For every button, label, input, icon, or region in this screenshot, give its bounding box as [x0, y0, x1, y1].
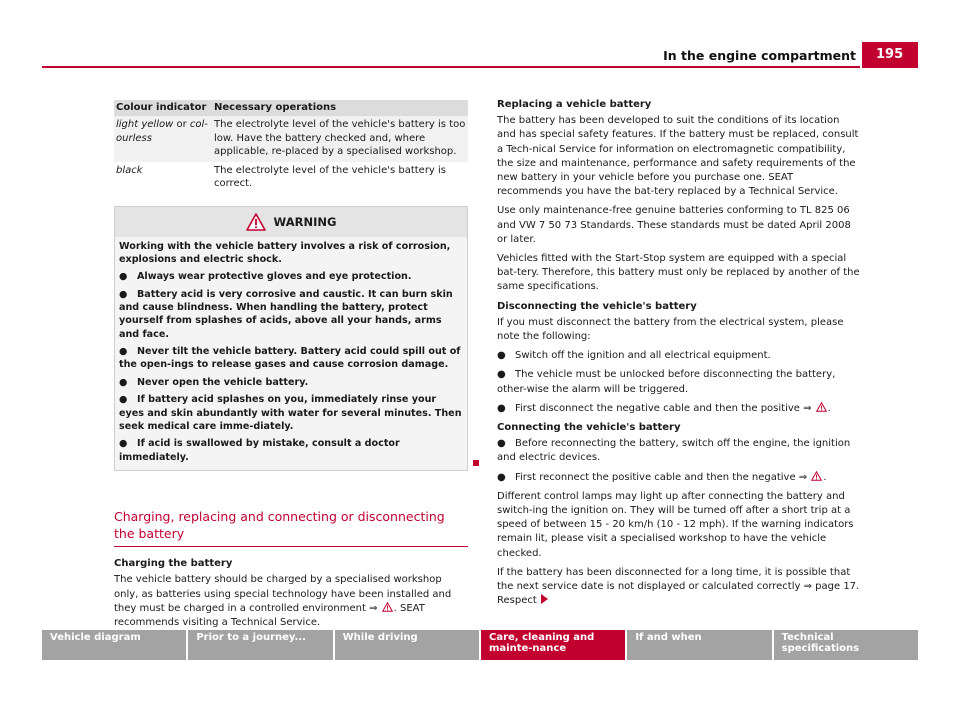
table-cell-operation: The electrolyte level of the vehicle's battery is correct. — [214, 164, 447, 189]
table-header-cell: Necessary operations — [212, 100, 468, 116]
warning-header — [115, 207, 467, 237]
bullet-glyph: ● — [497, 350, 506, 362]
warning-box — [114, 206, 468, 472]
warning-item: ● Always wear protective gloves and eye protection. — [119, 271, 412, 283]
right-column — [497, 98, 860, 614]
indicator-text: light yellow — [116, 119, 174, 130]
paragraph: Different control lamps may light up after connecting the battery and switch-ing the ignition on. They will be turned off after a short trip at a speed of between 15 - 20 km/h (10 - 12 mph). If the warning indicators remain lit, please visit a specialised workshop to have the vehicle checked. — [497, 490, 854, 559]
section-heading: Charging, replacing and connecting or disconnecting the battery — [114, 509, 468, 547]
warning-intro: Working with the vehicle battery involves a risk of corrosion, explosions and electric shock. — [119, 240, 451, 265]
charging-paragraph: The vehicle battery should be charged by a specialised workshop only, as batteries using special technology have been installed and they must be charged in a controlled environment ⇒ . SEAT recommends visiting a Technical Service. — [114, 574, 452, 629]
warning-triangle-icon — [246, 213, 266, 231]
chapter-tab-while-driving[interactable]: While driving — [335, 630, 479, 660]
warning-reference-icon[interactable] — [811, 471, 822, 481]
bullet-glyph: ● — [119, 438, 128, 450]
warning-item: ● If battery acid splashes on you, immediately rinse your eyes and skin abundantly with water for several minutes. Then seek medical care imme-diately. — [119, 394, 462, 432]
indicator-join: or — [173, 119, 190, 130]
replacing-title: Replacing a vehicle battery — [497, 99, 652, 110]
indicator-text: col-ourless — [116, 119, 208, 144]
table-row — [114, 116, 468, 162]
paragraph: If the battery has been disconnected for a long time, it is possible that the next service date is not displayed or calculated correctly ⇒ page 17. Respect — [497, 566, 860, 607]
bullet-glyph: ● — [497, 369, 506, 381]
bullet-glyph: ● — [119, 394, 128, 406]
list-item: ● The vehicle must be unlocked before disconnecting the battery, other-wise the alarm will be triggered. — [497, 369, 836, 395]
warning-title: WARNING — [273, 214, 337, 229]
paragraph: The battery has been developed to suit the conditions of its location and has special safety features. If the battery must be replaced, consult a Tech-nical Service for information on electromagnetic compatibility, the size and maintenance, performance and safety requirements of the new battery in your vehicle before you purchase one. SEAT recommends you have the bat-tery replaced by a Technical Service. — [497, 115, 859, 198]
end-of-section-marker — [473, 460, 479, 466]
chapter-tab-care-cleaning-maintenance[interactable]: Care, cleaning and mainte-nance — [481, 630, 625, 660]
table-row — [114, 162, 468, 194]
list-item: ● First reconnect the positive cable and then the negative ⇒ . — [497, 471, 860, 485]
paragraph: Use only maintenance-free genuine batteries conforming to TL 825 06 and VW 7 50 73 Standards. These standards must be dated April 2008 or later. — [497, 205, 851, 245]
list-item: ● First disconnect the negative cable and then the positive ⇒ . — [497, 402, 860, 416]
warning-item: ● Battery acid is very corrosive and caustic. It can burn skin and cause blindness. When handling the battery, protect yourself from splashes of acids, above all your hands, arms and face. — [119, 288, 453, 340]
chapter-tab-technical-specifications[interactable]: Technical specifications — [774, 630, 918, 660]
connecting-title: Connecting the vehicle's battery — [497, 422, 681, 434]
warning-item: ● Never tilt the vehicle battery. Battery acid could spill out of the open-ings to release gases and cause corrosion damage. — [119, 346, 461, 371]
list-item: ● Switch off the ignition and all electrical equipment. — [497, 349, 860, 363]
bullet-glyph: ● — [497, 438, 506, 450]
charging-title: Charging the battery — [114, 558, 233, 570]
list-item: ● Before reconnecting the battery, switch off the engine, the ignition and electric devices. — [497, 438, 851, 464]
chapter-tab-vehicle-diagram[interactable]: Vehicle diagram — [42, 630, 186, 660]
bullet-glyph: ● — [497, 402, 506, 414]
table-cell-indicator — [114, 116, 212, 162]
bullet-glyph: ● — [119, 376, 128, 388]
table-cell-operation: The electrolyte level of the vehicle's battery is too low. Have the battery checked and, where applicable, re-placed by a specialised workshop. — [212, 116, 468, 162]
bullet-glyph: ● — [119, 346, 128, 358]
charging-section — [114, 557, 468, 630]
warning-reference-icon[interactable] — [382, 602, 393, 612]
continue-arrow-icon — [541, 594, 548, 604]
disconnecting-title: Disconnecting the vehicle's battery — [497, 300, 697, 312]
warning-reference-icon[interactable] — [816, 402, 827, 412]
bullet-glyph: ● — [119, 288, 128, 300]
table-header-cell: Colour indicator — [114, 100, 212, 116]
bullet-glyph: ● — [497, 471, 506, 483]
page-number: 195 — [862, 42, 918, 68]
footer-chapter-nav — [42, 630, 918, 660]
chapter-tab-if-and-when[interactable]: If and when — [627, 630, 771, 660]
table-header-row — [114, 100, 468, 116]
bullet-glyph: ● — [119, 271, 128, 283]
chapter-tab-prior-to-journey[interactable]: Prior to a journey... — [188, 630, 332, 660]
warning-body — [115, 237, 467, 471]
warning-item: ● Never open the vehicle battery. — [119, 376, 309, 388]
paragraph: If you must disconnect the battery from the electrical system, please note the following: — [497, 316, 844, 343]
colour-indicator-table — [114, 100, 468, 194]
table-cell-indicator: black — [116, 164, 143, 176]
header-rule — [42, 66, 860, 68]
paragraph: Vehicles fitted with the Start-Stop system are equipped with a special bat-tery. Therefore, this battery must only be replaced by another of the same specifications. — [497, 253, 860, 293]
warning-item: ● If acid is swallowed by mistake, consult a doctor immediately. — [119, 438, 400, 463]
left-column — [114, 100, 468, 635]
page-header-title: In the engine compartment — [663, 48, 856, 63]
